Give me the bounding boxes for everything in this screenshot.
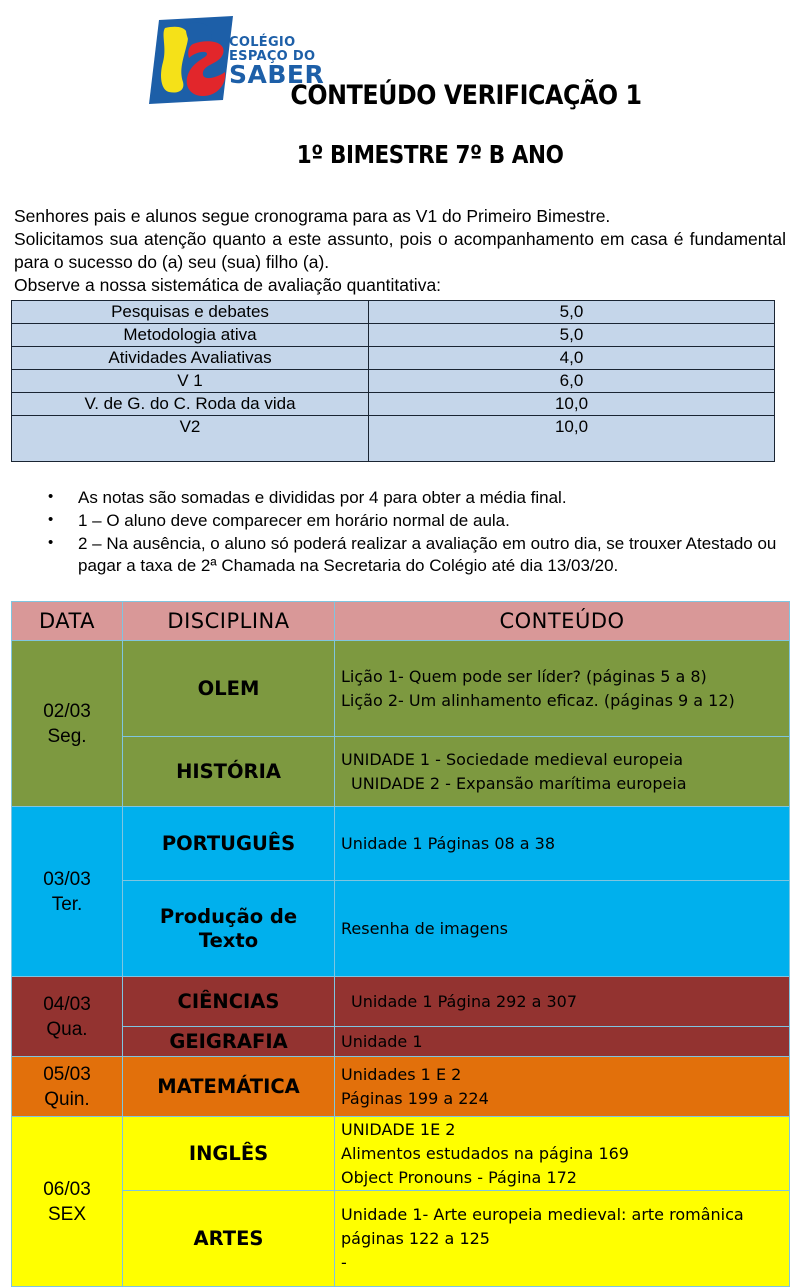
date-day: 04/03 <box>43 993 91 1015</box>
schedule-table-head <box>12 602 790 641</box>
logo-word-line2: ESPAÇO DO <box>229 49 316 64</box>
table-row <box>12 641 790 737</box>
column-header-data: DATA <box>12 602 123 641</box>
discipline-cell: CIÊNCIAS <box>123 977 335 1027</box>
eval-value: 4,0 <box>369 347 775 370</box>
content-line: UNIDADE 2 - Expansão marítima europeia <box>351 773 687 793</box>
content-cell <box>335 977 790 1027</box>
date-day: 05/03 <box>43 1063 91 1085</box>
content-line: UNIDADE 1E 2 <box>341 1119 456 1139</box>
date-cell <box>12 807 123 977</box>
eval-item: V 1 <box>12 370 369 393</box>
eval-item: Atividades Avaliativas <box>12 347 369 370</box>
content-line: Lição 2- Um alinhamento eficaz. (páginas 9 a 12) <box>341 690 735 710</box>
eval-value: 6,0 <box>369 370 775 393</box>
schedule-table <box>11 601 790 1287</box>
discipline-cell: ARTES <box>123 1191 335 1287</box>
column-header-conteudo: CONTEÚDO <box>335 602 790 641</box>
content-line: Unidade 1 <box>341 1031 423 1051</box>
eval-value: 5,0 <box>369 324 775 347</box>
table-row <box>12 324 775 347</box>
list-item: • 2 – Na ausência, o aluno só poderá realizar a avaliação em outro dia, se trouxer Atestado ou pagar a taxa de 2ª Chamada na Secretaria do Colégio até dia 13/03/20. <box>40 533 785 577</box>
discipline-cell: OLEM <box>123 641 335 737</box>
date-cell <box>12 641 123 807</box>
table-row <box>12 807 790 881</box>
table-row <box>12 881 790 977</box>
content-cell <box>335 1191 790 1287</box>
date-weekday: Qua. <box>46 1018 88 1040</box>
discipline-cell: INGLÊS <box>123 1117 335 1191</box>
content-cell <box>335 807 790 881</box>
table-row <box>12 977 790 1027</box>
content-line: UNIDADE 1 - Sociedade medieval europeia <box>341 749 684 769</box>
content-line: Object Pronouns - Página 172 <box>341 1167 577 1187</box>
table-row <box>12 1117 790 1191</box>
table-row <box>12 737 790 807</box>
date-day: 02/03 <box>43 700 91 722</box>
discipline-cell: PORTUGUÊS <box>123 807 335 881</box>
table-row <box>12 1027 790 1057</box>
eval-value: 10,0 <box>369 416 775 462</box>
document-header <box>0 0 800 190</box>
content-cell <box>335 1057 790 1117</box>
intro-line-1: Senhores pais e alunos segue cronograma para as V1 do Primeiro Bimestre. <box>14 206 611 226</box>
date-weekday: SEX <box>47 1203 87 1225</box>
content-line: Páginas 199 a 224 <box>341 1088 489 1108</box>
content-line: Unidades 1 E 2 <box>341 1064 462 1084</box>
date-day: 06/03 <box>43 1178 91 1200</box>
logo-word-line3: SABER <box>229 60 325 89</box>
eval-value: 10,0 <box>369 393 775 416</box>
date-day: 03/03 <box>43 868 91 890</box>
table-row <box>12 1057 790 1117</box>
content-line: - <box>341 1252 347 1272</box>
intro-line-3: Observe a nossa sistemática de avaliação quantitativa: <box>14 275 442 295</box>
eval-item: Metodologia ativa <box>12 324 369 347</box>
eval-item: Pesquisas e debates <box>12 301 369 324</box>
intro-line-2: Solicitamos sua atenção quanto a este assunto, pois o acompanhamento em casa é fundamental para o sucesso do (a) seu (sua) filho (a). <box>14 229 786 272</box>
table-row <box>12 370 775 393</box>
list-item: • As notas são somadas e divididas por 4 para obter a média final. <box>40 487 785 509</box>
table-row <box>12 393 775 416</box>
page-title: CONTEÚDO VERIFICAÇÃO 1 <box>290 80 642 111</box>
date-cell <box>12 1057 123 1117</box>
date-weekday: Seg. <box>47 725 87 747</box>
schedule-table-body <box>12 641 790 1287</box>
content-line: Resenha de imagens <box>341 918 508 938</box>
content-cell <box>335 881 790 977</box>
date-cell <box>12 977 123 1057</box>
content-cell <box>335 737 790 807</box>
eval-item: V2 <box>12 416 369 462</box>
column-header-disciplina: DISCIPLINA <box>123 602 335 641</box>
discipline-cell: Produção de Texto <box>123 881 335 977</box>
content-cell <box>335 641 790 737</box>
date-weekday: Ter. <box>51 893 83 915</box>
content-line: Unidade 1- Arte europeia medieval: arte românica <box>341 1204 744 1224</box>
page-subtitle: 1º BIMESTRE 7º B ANO <box>296 140 564 169</box>
date-weekday: Quin. <box>44 1088 90 1110</box>
eval-value: 5,0 <box>369 301 775 324</box>
discipline-cell: GEIGRAFIA <box>123 1027 335 1057</box>
content-cell <box>335 1117 790 1191</box>
intro-paragraph <box>14 205 786 297</box>
date-cell <box>12 1117 123 1287</box>
eval-item: V. de G. do C. Roda da vida <box>12 393 369 416</box>
content-cell <box>335 1027 790 1057</box>
content-line: páginas 122 a 125 <box>341 1228 490 1248</box>
table-row <box>12 301 775 324</box>
table-row <box>12 416 775 462</box>
discipline-cell: MATEMÁTICA <box>123 1057 335 1117</box>
content-line: Lição 1- Quem pode ser líder? (páginas 5 a 8) <box>341 666 707 686</box>
content-line: Unidade 1 Páginas 08 a 38 <box>341 833 556 853</box>
table-row <box>12 347 775 370</box>
content-line: Alimentos estudados na página 169 <box>341 1143 629 1163</box>
notes-list <box>40 487 785 578</box>
discipline-cell: HISTÓRIA <box>123 737 335 807</box>
logo-word-line1: COLÉGIO <box>229 35 296 50</box>
table-row <box>12 1191 790 1287</box>
evaluation-table-body <box>12 301 775 462</box>
evaluation-table <box>11 300 775 462</box>
notes-items <box>40 487 785 577</box>
list-item: • 1 – O aluno deve comparecer em horário normal de aula. <box>40 510 785 532</box>
schedule-header-row <box>12 602 790 641</box>
content-line: Unidade 1 Página 292 a 307 <box>351 991 578 1011</box>
